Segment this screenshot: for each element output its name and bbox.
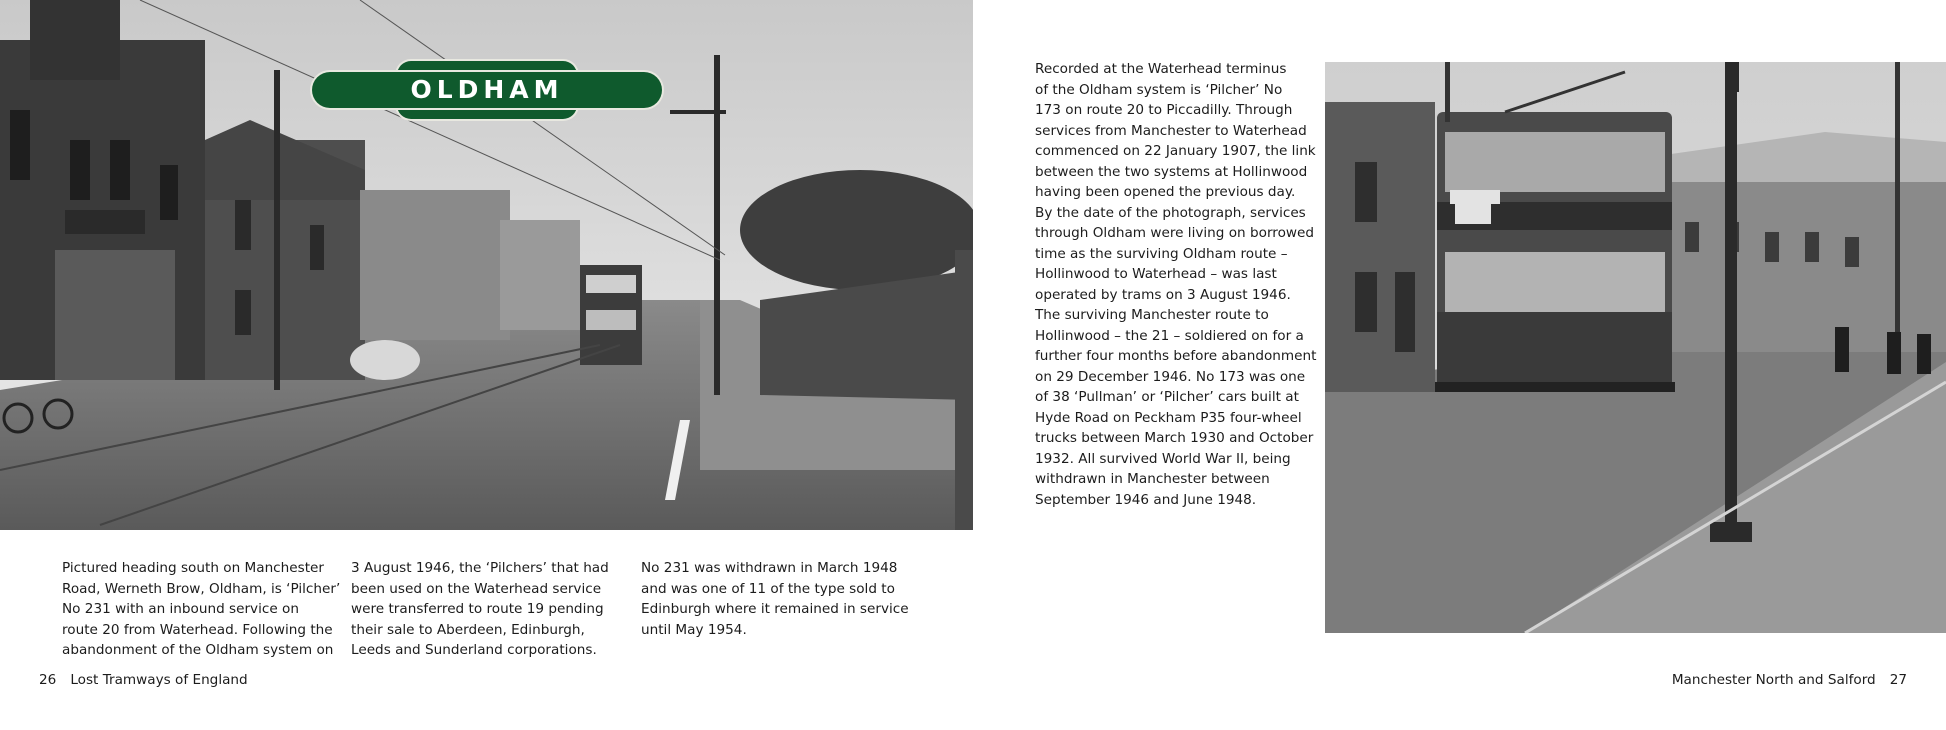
running-title-left: Lost Tramways of England — [70, 672, 248, 688]
caption-line: Leeds and Sunderland corporations. — [351, 642, 597, 658]
page-number-right: 27 — [1889, 672, 1907, 688]
caption-line: Recorded at the Waterhead terminus — [1035, 61, 1287, 77]
caption-line: 173 on route 20 to Piccadilly. Through — [1035, 102, 1293, 118]
caption-line: Pictured heading south on Manchester — [62, 560, 325, 576]
photo-waterhead-terminus — [1325, 62, 1946, 633]
caption-line: September 1946 and June 1948. — [1035, 491, 1257, 508]
caption-line: time as the surviving Oldham route – — [1035, 245, 1288, 262]
caption-line: 1932. All survived World War II, being — [1035, 450, 1291, 467]
caption-line: of the Oldham system is ‘Pilcher’ No — [1035, 81, 1283, 98]
caption-line: No 231 was withdrawn in March 1948 — [641, 560, 898, 576]
caption-line: Hyde Road on Peckham P35 four-wheel — [1035, 409, 1302, 426]
caption-line: Hollinwood – the 21 – soldiered on for a — [1035, 327, 1304, 344]
caption-left-column-1 — [62, 558, 341, 661]
caption-line: through Oldham were living on borrowed — [1035, 225, 1315, 241]
caption-line: and was one of 11 of the type sold to — [641, 580, 895, 597]
oldham-badge — [312, 61, 662, 119]
caption-line: commenced on 22 January 1907, the link — [1035, 143, 1316, 159]
caption-line: of 38 ‘Pullman’ or ‘Pilcher’ cars built at — [1035, 389, 1299, 405]
caption-line: Road, Werneth Brow, Oldham, is ‘Pilcher’ — [62, 580, 341, 597]
caption-line: withdrawn in Manchester between — [1035, 471, 1270, 487]
caption-line: abandonment of the Oldham system on — [62, 642, 334, 658]
caption-line: 3 August 1946, the ‘Pilchers’ that had — [351, 560, 609, 576]
caption-line: been used on the Waterhead service — [351, 580, 602, 597]
caption-line: further four months before abandonment — [1035, 348, 1317, 364]
caption-line: on 29 December 1946. No 173 was one — [1035, 368, 1306, 385]
caption-line: between the two systems at Hollinwood — [1035, 163, 1308, 180]
caption-line: Edinburgh where it remained in service — [641, 601, 909, 617]
caption-line: The surviving Manchester route to — [1035, 307, 1269, 323]
running-title-right: Manchester North and Salford — [1671, 672, 1876, 688]
caption-line: Hollinwood to Waterhead – was last — [1035, 266, 1277, 282]
caption-left-column-2 — [351, 558, 621, 661]
caption-line: until May 1954. — [641, 621, 747, 638]
caption-line: their sale to Aberdeen, Edinburgh, — [351, 621, 585, 638]
caption-line: By the date of the photograph, services — [1035, 204, 1306, 221]
footer-left — [39, 671, 248, 689]
badge-label: OLDHAM — [410, 75, 564, 104]
caption-line: operated by trams on 3 August 1946. — [1035, 286, 1291, 303]
caption-line: having been opened the previous day. — [1035, 184, 1296, 200]
page-number-left: 26 — [39, 672, 57, 688]
caption-line: were transferred to route 19 pending — [351, 601, 604, 617]
caption-line: No 231 with an inbound service on — [62, 601, 299, 617]
caption-line: services from Manchester to Waterhead — [1035, 122, 1307, 139]
caption-line: route 20 from Waterhead. Following the — [62, 621, 333, 638]
footer-right — [1672, 671, 1907, 689]
caption-line: trucks between March 1930 and October — [1035, 430, 1314, 446]
caption-left-column-3 — [641, 558, 911, 640]
caption-right — [1035, 59, 1317, 510]
